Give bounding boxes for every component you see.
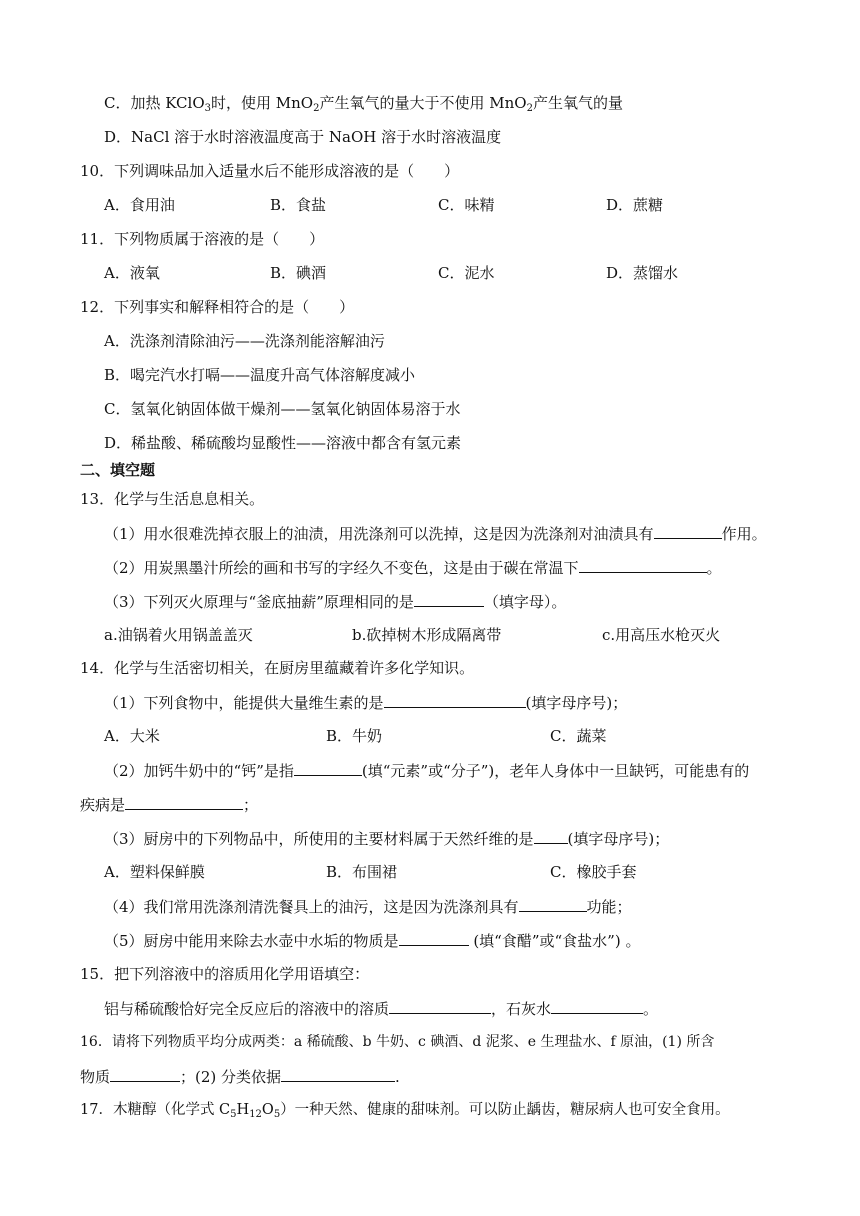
section-heading-fill-in: 二、填空题 — [80, 461, 156, 479]
subscript: 2 — [313, 103, 320, 114]
text: (填“元素”或“分子”)，老年人身体中一旦缺钙，可能患有的 — [361, 762, 750, 780]
answer-blank[interactable] — [384, 692, 526, 708]
answer-blank[interactable] — [281, 1066, 395, 1082]
text: ；(2) 分类依据 — [180, 1068, 282, 1086]
text: （5）厨房中能用来除去水壶中水垢的物质是 — [104, 932, 399, 950]
answer-blank[interactable] — [110, 1066, 180, 1082]
q10-option-c: C．味精 — [438, 196, 495, 214]
q14-sub2-cont — [80, 794, 258, 815]
q14-s3-option-b: B．布围裙 — [326, 863, 398, 881]
text: （3）厨房中的下列物品中，所使用的主要材料属于天然纤维的是 — [104, 830, 534, 848]
text: （1）用水很难洗掉衣服上的油渍，用洗涤剂可以洗掉，这是因为洗涤剂对油渍具有 — [104, 525, 654, 543]
q9-option-d: D．NaCl 溶于水时溶液温度高于 NaOH 溶于水时溶液温度 — [104, 128, 502, 146]
q14-s1-option-a: A．大米 — [104, 727, 160, 745]
q14-s1-option-c: C．蔬菜 — [550, 727, 607, 745]
text: 作用。 — [721, 525, 767, 543]
q11-option-a: A．液氧 — [104, 264, 160, 282]
q13-option-c: c.用高压水枪灭火 — [602, 626, 721, 644]
q10-option-d: D．蔗糖 — [606, 196, 664, 214]
subscript: 5 — [230, 1109, 237, 1120]
answer-blank[interactable] — [389, 998, 491, 1014]
subscript: 3 — [204, 103, 211, 114]
q15-line — [104, 998, 658, 1019]
q17-stem — [80, 1100, 730, 1120]
q13-sub1 — [104, 523, 767, 544]
answer-blank[interactable] — [125, 794, 243, 810]
q14-sub1 — [104, 692, 627, 713]
answer-blank[interactable] — [551, 998, 643, 1014]
answer-blank[interactable] — [399, 930, 469, 946]
text: 功能； — [586, 898, 632, 916]
subscript: 12 — [249, 1109, 262, 1120]
text: 时，使用 MnO — [211, 94, 314, 112]
q12-option-d: D．稀盐酸、稀硫酸均显酸性——溶液中都含有氢元素 — [104, 434, 462, 452]
text: （3）下列灭火原理与“釜底抽薪”原理相同的是 — [104, 593, 414, 611]
answer-blank[interactable] — [534, 828, 568, 844]
answer-blank[interactable] — [414, 591, 484, 607]
q14-s3-option-c: C．橡胶手套 — [550, 863, 637, 881]
q12-option-a: A．洗涤剂清除油污——洗涤剂能溶解油污 — [104, 332, 385, 350]
answer-blank[interactable] — [579, 557, 707, 573]
q14-s3-option-a: A．塑料保鲜膜 — [104, 863, 205, 881]
text: (填字母序号)； — [567, 830, 670, 848]
text: （2）用炭黑墨汁所绘的画和书写的字经久不变色，这是由于碳在常温下 — [104, 559, 579, 577]
q15-stem: 15．把下列溶液中的溶质用化学用语填空： — [80, 965, 370, 983]
q10-option-b: B．食盐 — [270, 196, 327, 214]
text: 。 — [706, 559, 722, 577]
text: H — [236, 1102, 250, 1118]
q12-option-b: B．喝完汽水打嗝——温度升高气体溶解度减小 — [104, 366, 416, 384]
text: 17．木糖醇（化学式 C — [80, 1102, 231, 1118]
answer-blank[interactable] — [519, 896, 587, 912]
text: O — [261, 1102, 274, 1118]
q9-option-c — [104, 93, 623, 113]
text: 疾病是 — [80, 796, 126, 814]
q16-line2 — [80, 1066, 400, 1087]
text: 。 — [643, 1000, 659, 1018]
q14-s1-option-b: B．牛奶 — [326, 727, 383, 745]
text: ）一种天然、健康的甜味剂。可以防止龋齿，糖尿病人也可安全食用。 — [280, 1102, 730, 1118]
text: 物质 — [80, 1068, 111, 1086]
text: (填“食醋”或“食盐水”) 。 — [468, 932, 641, 950]
text: （填字母）。 — [483, 593, 567, 611]
q13-sub3 — [104, 591, 566, 612]
text: 产生氧气的量 — [532, 94, 623, 112]
q14-sub3 — [104, 828, 669, 849]
q10-stem: 10．下列调味品加入适量水后不能形成溶液的是（ ） — [80, 162, 460, 180]
q11-stem: 11．下列物质属于溶液的是（ ） — [80, 230, 325, 248]
q10-option-a: A．食用油 — [104, 196, 175, 214]
text: ； — [243, 796, 259, 814]
q13-option-b: b.砍掉树木形成隔离带 — [352, 626, 502, 644]
q12-option-c: C．氢氧化钠固体做干燥剂——氢氧化钠固体易溶于水 — [104, 400, 461, 418]
text: （4）我们常用洗涤剂清洗餐具上的油污，这是因为洗涤剂具有 — [104, 898, 519, 916]
q11-option-d: D．蒸馏水 — [606, 264, 679, 282]
q14-stem: 14．化学与生活密切相关，在厨房里蕴藏着许多化学知识。 — [80, 659, 475, 677]
subscript: 2 — [526, 103, 533, 114]
text: （2）加钙牛奶中的“钙”是指 — [104, 762, 294, 780]
q14-sub4 — [104, 896, 632, 917]
answer-blank[interactable] — [654, 523, 722, 539]
text: ，石灰水 — [491, 1000, 552, 1018]
text: . — [395, 1068, 400, 1086]
text: 铝与稀硫酸恰好完全反应后的溶液中的溶质 — [104, 1000, 390, 1018]
subscript: 5 — [273, 1109, 281, 1120]
q11-option-c: C．泥水 — [438, 264, 495, 282]
q14-sub2 — [104, 760, 749, 781]
q13-stem: 13．化学与生活息息相关。 — [80, 490, 265, 508]
q12-stem: 12．下列事实和解释相符合的是（ ） — [80, 298, 355, 316]
text: 产生氧气的量大于不使用 MnO — [319, 94, 527, 112]
text: （1）下列食物中，能提供大量维生素的是 — [104, 694, 384, 712]
answer-blank[interactable] — [294, 760, 362, 776]
q13-sub2 — [104, 557, 722, 578]
q13-option-a: a.油锅着火用锅盖盖灭 — [104, 626, 253, 644]
text: C．加热 KClO — [104, 94, 205, 112]
text: (填字母序号)； — [525, 694, 628, 712]
q14-sub5 — [104, 930, 640, 951]
q11-option-b: B．碘酒 — [270, 264, 327, 282]
q16-line1: 16．请将下列物质平均分成两类：a 稀硫酸、b 牛奶、c 碘酒、d 泥浆、e 生理盐水、f 原油，(1) 所含 — [80, 1034, 715, 1050]
